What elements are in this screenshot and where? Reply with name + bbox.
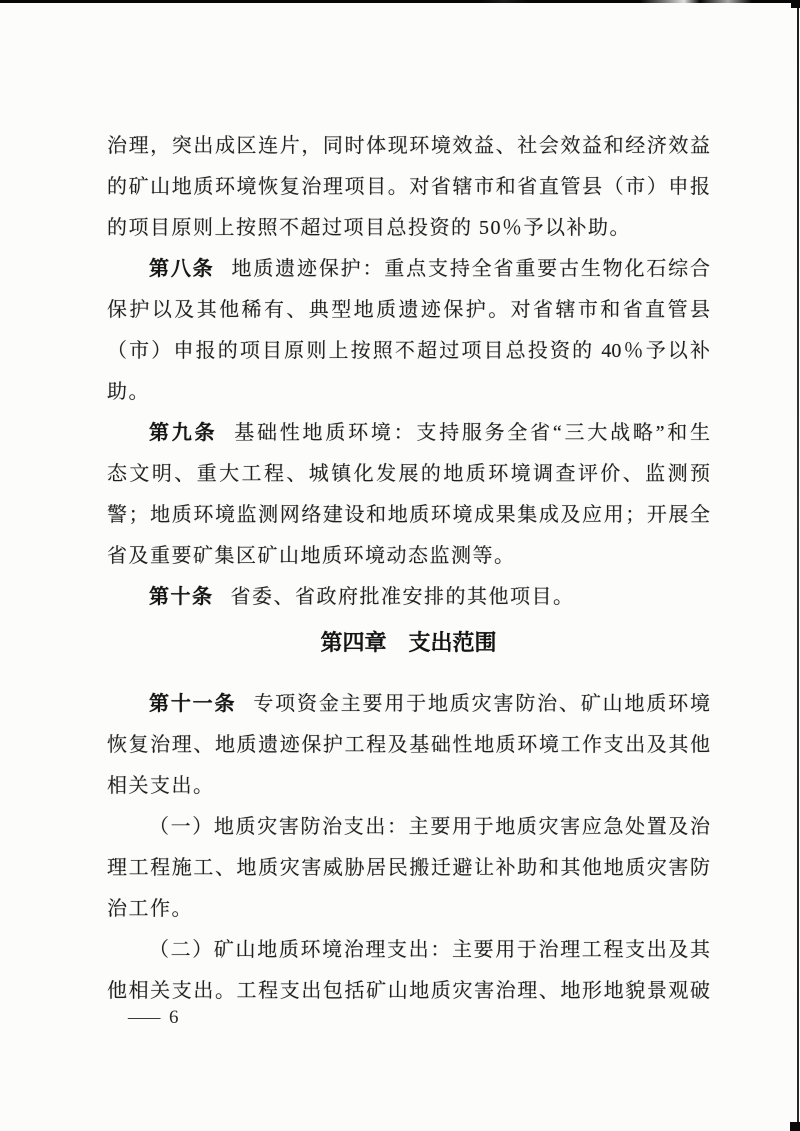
document-line: 他相关支出。工程支出包括矿山地质灾害治理、地形地貌景观破 bbox=[107, 980, 710, 1002]
document-line: 保护以及其他稀有、典型地质遗迹保护。对省辖市和省直管县 bbox=[107, 299, 710, 321]
document-line: 助。 bbox=[107, 381, 150, 403]
scan-artifact-bottom-right-blob bbox=[790, 1122, 800, 1131]
document-line: 恢复治理、地质遗迹保护工程及基础性地质环境工作支出及其他 bbox=[107, 734, 710, 756]
scan-artifact-right-edge bbox=[797, 0, 799, 1131]
document-line: （一）地质灾害防治支出：主要用于地质灾害应急处置及治 bbox=[149, 816, 710, 838]
article-line-text: 基础性地质环境：支持服务全省“三大战略”和生 bbox=[234, 422, 710, 444]
article-number-label: 第十条 bbox=[149, 586, 214, 608]
document-line bbox=[107, 577, 710, 618]
document-line: 相关支出。 bbox=[107, 775, 215, 797]
document-text-top-block bbox=[107, 126, 710, 618]
scan-artifact-top-right-blob bbox=[791, 0, 800, 8]
document-line: 态文明、重大工程、城镇化发展的地质环境调查评价、监测预 bbox=[107, 463, 710, 485]
document-line bbox=[107, 684, 710, 725]
chapter-heading bbox=[107, 621, 710, 665]
article-line-text: 专项资金主要用于地质灾害防治、矿山地质环境 bbox=[253, 693, 710, 715]
document-line: 理工程施工、地质灾害威胁居民搬迁避让补助和其他地质灾害防 bbox=[107, 857, 710, 879]
document-line: 治工作。 bbox=[107, 898, 193, 920]
article-line-text: 地质遗迹保护：重点支持全省重要古生物化石综合 bbox=[231, 258, 710, 280]
document-text-bottom-block bbox=[107, 684, 710, 1012]
chapter-title: 支出范围 bbox=[408, 630, 497, 655]
document-line: 的项目原则上按照不超过项目总投资的 50％予以补助。 bbox=[107, 217, 631, 239]
scan-artifact-top-edge bbox=[0, 0, 800, 3]
document-line bbox=[107, 249, 710, 290]
chapter-number: 第四章 bbox=[320, 630, 387, 655]
page-number bbox=[128, 1004, 179, 1032]
document-line: （市）申报的项目原则上按照不超过项目总投资的 40％予以补 bbox=[107, 340, 710, 362]
article-number-label: 第八条 bbox=[149, 258, 215, 280]
article-number-label: 第九条 bbox=[149, 422, 218, 444]
document-line: （二）矿山地质环境治理支出：主要用于治理工程支出及其 bbox=[149, 939, 710, 961]
document-line bbox=[107, 413, 710, 454]
document-line: 警；地质环境监测网络建设和地质环境成果集成及应用；开展全 bbox=[107, 504, 710, 526]
page-number-value: 6 bbox=[169, 1007, 179, 1028]
document-line: 的矿山地质环境恢复治理项目。对省辖市和省直管县（市）申报 bbox=[107, 176, 710, 198]
document-line: 治理，突出成区连片，同时体现环境效益、社会效益和经济效益 bbox=[107, 135, 710, 157]
article-number-label: 第十一条 bbox=[149, 693, 237, 715]
page-number-dash: — bbox=[128, 1007, 161, 1028]
document-line: 省及重要矿集区矿山地质环境动态监测等。 bbox=[107, 545, 516, 567]
article-line-text: 省委、省政府批准安排的其他项目。 bbox=[230, 586, 575, 608]
